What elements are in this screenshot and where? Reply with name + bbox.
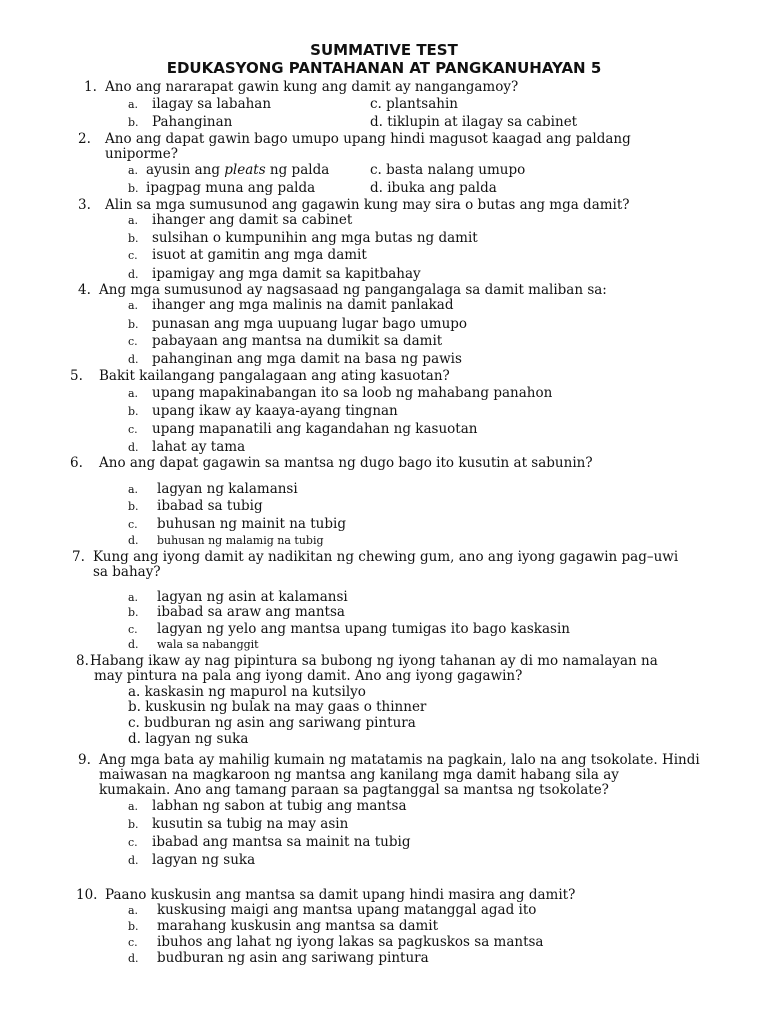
- option-text: ibabad sa araw ang mantsa: [157, 604, 345, 620]
- option-text: ipagpag muna ang palda: [146, 180, 316, 196]
- option-text: pahanginan ang mga damit na basa ng pawis: [152, 351, 462, 367]
- option-letter: a.: [128, 483, 139, 496]
- option-text: kuskusing maigi ang mantsa upang matanggal agad ito: [157, 902, 537, 918]
- option-text: upang mapakinabangan ito sa loob ng mahabang panahon: [152, 385, 553, 401]
- option-text: ibabad sa tubig: [157, 498, 263, 514]
- option-text: budburan ng asin ang sariwang pintura: [157, 950, 429, 966]
- question-text: may pintura na pala ang iyong damit. Ano ang iyong gagawin?: [94, 668, 523, 684]
- option-letter: c.: [128, 623, 138, 636]
- question-text: Ano ang dapat gagawin sa mantsa ng dugo bago ito kusutin at sabunin?: [99, 455, 593, 471]
- option-text: buhusan ng mainit na tubig: [157, 516, 346, 532]
- option-text: pabayaan ang mantsa na dumikit sa damit: [152, 333, 443, 349]
- option-text: sulsihan o kumpunihin ang mga butas ng damit: [152, 230, 478, 246]
- option-letter: a.: [128, 387, 139, 400]
- option-text: upang ikaw ay kaaya-ayang tingnan: [152, 403, 398, 419]
- question-text: sa bahay?: [93, 564, 161, 580]
- option-text: lagyan ng yelo ang mantsa upang tumigas ito bago kaskasin: [157, 621, 570, 637]
- question-number: 4.: [78, 282, 91, 298]
- option-text: Pahanginan: [152, 114, 233, 130]
- option-text: labhan ng sabon at tubig ang mantsa: [152, 798, 407, 814]
- option-text: ipamigay ang mga damit sa kapitbahay: [152, 266, 421, 282]
- option-letter: d.: [128, 441, 139, 454]
- question-number: 5.: [70, 368, 83, 384]
- option-text: lahat ay tama: [152, 439, 246, 455]
- page-title: SUMMATIVE TEST: [310, 41, 458, 59]
- question-text: Kung ang iyong damit ay nadikitan ng chewing gum, ano ang iyong gagawin pag–uwi: [93, 549, 679, 565]
- question-text: maiwasan na magkaroon ng mantsa ang kanilang mga damit habang sila ay: [99, 767, 619, 783]
- option-letter: c.: [128, 335, 138, 348]
- question-number: 1.: [84, 79, 97, 95]
- option-letter: d.: [128, 854, 139, 867]
- option-letter: b.: [128, 405, 139, 418]
- question-text: Ano ang nararapat gawin kung ang damit ay nangangamoy?: [105, 79, 519, 95]
- option-text: lagyan ng kalamansi: [157, 481, 298, 497]
- option-letter: c.: [128, 423, 138, 436]
- option-text: kusutin sa tubig na may asin: [152, 816, 349, 832]
- option-letter: d.: [128, 534, 139, 547]
- question-text: uniporme?: [105, 146, 178, 162]
- question-text: Ang mga sumusunod ay nagsasaad ng pangangalaga sa damit maliban sa:: [99, 282, 607, 298]
- question-number: 6.: [70, 455, 83, 471]
- question-number: 3.: [78, 197, 91, 213]
- option-letter: a.: [128, 800, 139, 813]
- option-letter: b.: [128, 606, 139, 619]
- option-text: isuot at gamitin ang mga damit: [152, 247, 367, 263]
- option-letter: b.: [128, 920, 139, 933]
- option-letter: d.: [128, 268, 139, 281]
- option-letter: a.: [128, 299, 139, 312]
- option-letter: c.: [128, 936, 138, 949]
- option-text: wala sa nabanggit: [157, 638, 259, 651]
- question-text: Habang ikaw ay nag pipintura sa bubong ng iyong tahanan ay di mo namalayan na: [90, 653, 658, 669]
- option-text: d. lagyan ng suka: [128, 731, 249, 747]
- option-text: buhusan ng malamig na tubig: [157, 534, 324, 547]
- option-text: b. kuskusin ng bulak na may gaas o thinner: [128, 699, 427, 715]
- option-letter: a.: [128, 904, 139, 917]
- option-text: ihanger ang damit sa cabinet: [152, 212, 353, 228]
- option-letter: c.: [128, 836, 138, 849]
- option-letter: d.: [128, 952, 139, 965]
- option-text: punasan ang mga uupuang lugar bago umupo: [152, 316, 468, 332]
- question-number: 10.: [76, 887, 98, 903]
- question-text: Bakit kailangang pangalagaan ang ating kasuotan?: [99, 368, 450, 384]
- question-number: 2.: [78, 131, 91, 147]
- option-text: ibabad ang mantsa sa mainit na tubig: [152, 834, 411, 850]
- option-letter: a.: [128, 164, 139, 177]
- option-text: upang mapanatili ang kagandahan ng kasuotan: [152, 421, 478, 437]
- question-number: 8.: [76, 653, 89, 669]
- option-text: lagyan ng suka: [152, 852, 256, 868]
- option-letter: d.: [128, 353, 139, 366]
- option-letter: b.: [128, 818, 139, 831]
- option-letter: c.: [128, 518, 138, 531]
- option-text: marahang kuskusin ang mantsa sa damit: [157, 918, 439, 934]
- question-number: 9.: [78, 752, 91, 768]
- option-letter: b.: [128, 232, 139, 245]
- option-text: d. tiklupin at ilagay sa cabinet: [370, 114, 578, 130]
- option-letter: b.: [128, 500, 139, 513]
- question-text: Ano ang dapat gawin bago umupo upang hindi magusot kaagad ang paldang: [105, 131, 631, 147]
- option-text: ilagay sa labahan: [152, 96, 272, 112]
- option-letter: d.: [128, 638, 139, 651]
- option-letter: a.: [128, 98, 139, 111]
- option-letter: b.: [128, 116, 139, 129]
- option-letter: b.: [128, 318, 139, 331]
- option-text: ibuhos ang lahat ng iyong lakas sa pagkuskos sa mantsa: [157, 934, 544, 950]
- option-text: c. basta nalang umupo: [370, 162, 526, 178]
- option-text: c. plantsahin: [370, 96, 458, 112]
- question-text: Ang mga bata ay mahilig kumain ng matatamis na pagkain, lalo na ang tsokolate. Hindi: [99, 752, 700, 768]
- option-letter: c.: [128, 249, 138, 262]
- option-text: c. budburan ng asin ang sariwang pintura: [128, 715, 416, 731]
- option-text: ayusin ang pleats ng palda: [146, 162, 330, 178]
- option-text: ihanger ang mga malinis na damit panlakad: [152, 297, 454, 313]
- option-letter: b.: [128, 182, 139, 195]
- question-text: kumakain. Ano ang tamang paraan sa pagtanggal sa mantsa ng tsokolate?: [99, 782, 609, 798]
- option-text: a. kaskasin ng mapurol na kutsilyo: [128, 684, 366, 700]
- option-text: d. ibuka ang palda: [370, 180, 497, 196]
- option-letter: a.: [128, 591, 139, 604]
- question-text: Paano kuskusin ang mantsa sa damit upang hindi masira ang damit?: [105, 887, 576, 903]
- option-letter: a.: [128, 214, 139, 227]
- page-subtitle: EDUKASYONG PANTAHANAN AT PANGKANUHAYAN 5: [166, 59, 602, 77]
- option-text: lagyan ng asin at kalamansi: [157, 589, 348, 605]
- question-number: 7.: [72, 549, 85, 565]
- question-text: Alin sa mga sumusunod ang gagawin kung may sira o butas ang mga damit?: [105, 197, 630, 213]
